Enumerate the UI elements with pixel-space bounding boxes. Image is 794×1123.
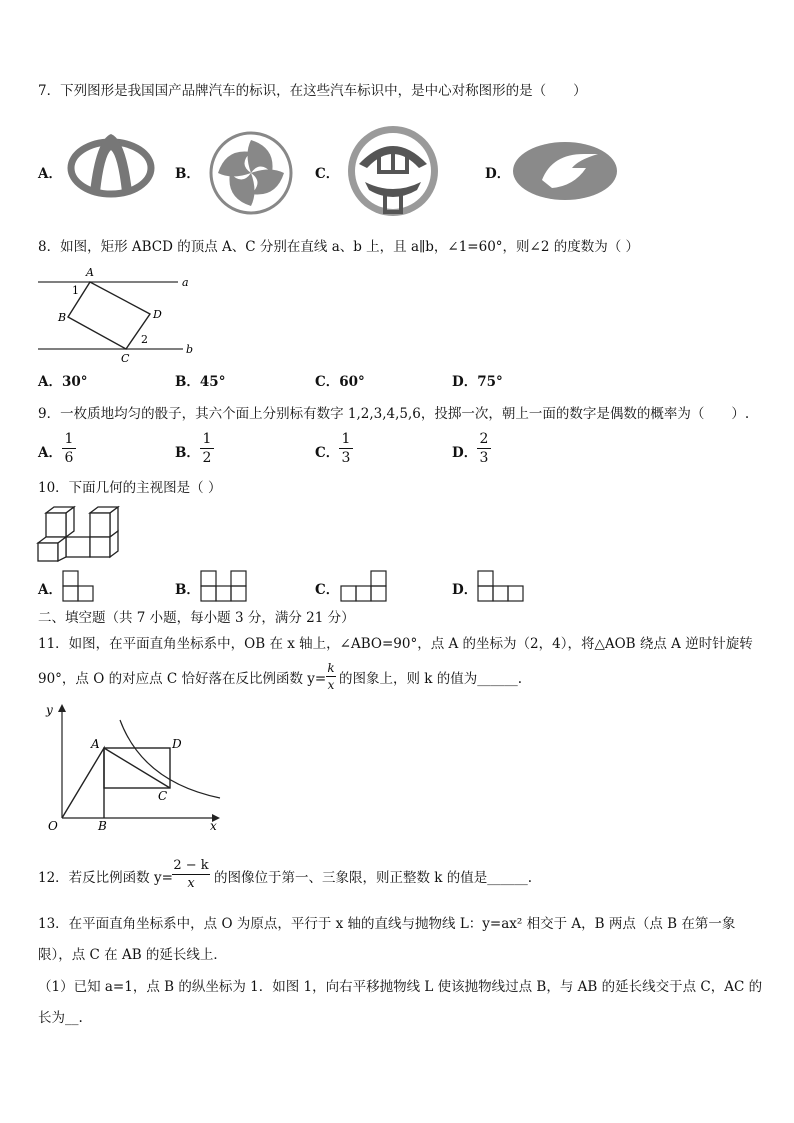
denominator: 6: [64, 450, 74, 466]
q13-line4: 长为__.: [38, 1010, 83, 1026]
q11-fraction: [326, 661, 336, 692]
q7-option-c: C．: [315, 166, 340, 182]
q8-option-a: A．30°: [38, 374, 88, 390]
q8-option-c: C．60°: [315, 374, 365, 390]
q9-option-c-letter: C．: [315, 445, 340, 461]
q10-option-c: C．: [315, 582, 340, 598]
q8-rectangle-figure: [38, 265, 198, 363]
q11-label-c: C: [158, 789, 168, 803]
numerator: k: [327, 661, 335, 675]
q8-angle-1-label: 1: [72, 284, 79, 297]
q12-fraction: [172, 858, 210, 891]
q9-stem: 9．一枚质地均匀的骰子，其六个面上分别标有数字 1,2,3,4,5,6，投掷一次，朝上一面的数字是偶数的概率为（ ）.: [38, 406, 750, 422]
denominator: 3: [341, 450, 351, 466]
numerator: 2 − k: [173, 858, 209, 873]
q11-coordinate-figure: [38, 702, 228, 834]
q7-option-b: B．: [175, 166, 200, 182]
car-logo-d: [512, 140, 618, 202]
q7-stem: 7．下列图形是我国国产品牌汽车的标识，在这些汽车标识中，是中心对称图形的是（ ）: [38, 83, 587, 99]
numerator: 2: [479, 431, 489, 447]
q8-label-d: D: [153, 308, 162, 321]
numerator: 1: [341, 431, 351, 447]
q12-post: 的图像位于第一、三象限，则正整数 k 的值是______.: [214, 870, 533, 886]
q9-option-c-fraction: [339, 431, 353, 466]
q11-label-a: A: [91, 737, 100, 751]
denominator: 2: [202, 450, 212, 466]
q8-option-d: D．75°: [452, 374, 503, 390]
q11-label-o: O: [48, 819, 58, 833]
q9-option-a-letter: A．: [38, 445, 62, 461]
q10-cube-solid: [38, 505, 120, 563]
q9-option-d-fraction: [477, 431, 491, 466]
q10-option-b: B．: [175, 582, 200, 598]
q13-line1: 13．在平面直角坐标系中，点 O 为原点，平行于 x 轴的直线与抛物线 L：y=ax² 相交于 A，B 两点（点 B 在第一象: [38, 916, 736, 932]
q9-option-b-letter: B．: [175, 445, 200, 461]
q8-stem: 8．如图，矩形 ABCD 的顶点 A、C 分别在直线 a、b 上，且 a∥b，∠1=60°，则∠2 的度数为（ ）: [38, 239, 640, 255]
denominator: x: [187, 876, 195, 891]
numerator: 1: [202, 431, 212, 447]
section2-heading: 二、填空题（共 7 小题，每小题 3 分，满分 21 分）: [38, 610, 355, 626]
q9-option-a-fraction: [62, 431, 76, 466]
q8-label-c: C: [121, 352, 130, 365]
q7-option-a: A．: [38, 166, 62, 182]
q10-stem: 10．下面几何的主视图是（ ）: [38, 480, 222, 496]
q10-view-b: [200, 570, 248, 602]
q10-option-a: A．: [38, 582, 62, 598]
q11-line1: 11．如图，在平面直角坐标系中，OB 在 x 轴上，∠ABO=90°，点 A 的坐标为（2，4），将△AOB 绕点 A 逆时针旋转: [38, 636, 753, 652]
q8-line-b-label: b: [186, 343, 194, 356]
car-logo-c: [345, 124, 441, 218]
q10-view-c: [340, 570, 388, 602]
q10-view-d: [477, 570, 525, 602]
q9-option-d-letter: D．: [452, 445, 478, 461]
q8-label-b: B: [58, 311, 67, 324]
q11-x-axis-label: x: [210, 819, 217, 833]
q7-option-d: D．: [485, 166, 511, 182]
q11-label-d: D: [172, 737, 182, 751]
q12-pre: 12．若反比例函数 y=: [38, 870, 173, 886]
q8-angle-2-label: 2: [141, 333, 148, 346]
numerator: 1: [64, 431, 74, 447]
q13-line3: （1）已知 a=1，点 B 的纵坐标为 1．如图 1，向右平移抛物线 L 使该抛物线过点 B，与 AB 的延长线交于点 C，AC 的: [38, 979, 763, 995]
car-logo-a: [66, 130, 156, 200]
q13-line2: 限），点 C 在 AB 的延长线上．: [38, 947, 227, 963]
q8-option-b: B．45°: [175, 374, 226, 390]
q11-line2-pre: 90°，点 O 的对应点 C 恰好落在反比例函数 y=: [38, 671, 327, 687]
q9-option-b-fraction: [200, 431, 214, 466]
car-logo-b: [208, 130, 294, 216]
denominator: x: [327, 678, 335, 692]
q8-label-a: A: [86, 266, 94, 279]
q11-label-b: B: [98, 819, 107, 833]
q10-view-a: [62, 570, 94, 602]
q8-line-a-label: a: [182, 276, 189, 289]
q11-y-axis-label: y: [46, 703, 53, 717]
denominator: 3: [479, 450, 489, 466]
q10-option-d: D．: [452, 582, 478, 598]
q11-line2-post: 的图象上，则 k 的值为______.: [339, 671, 523, 687]
